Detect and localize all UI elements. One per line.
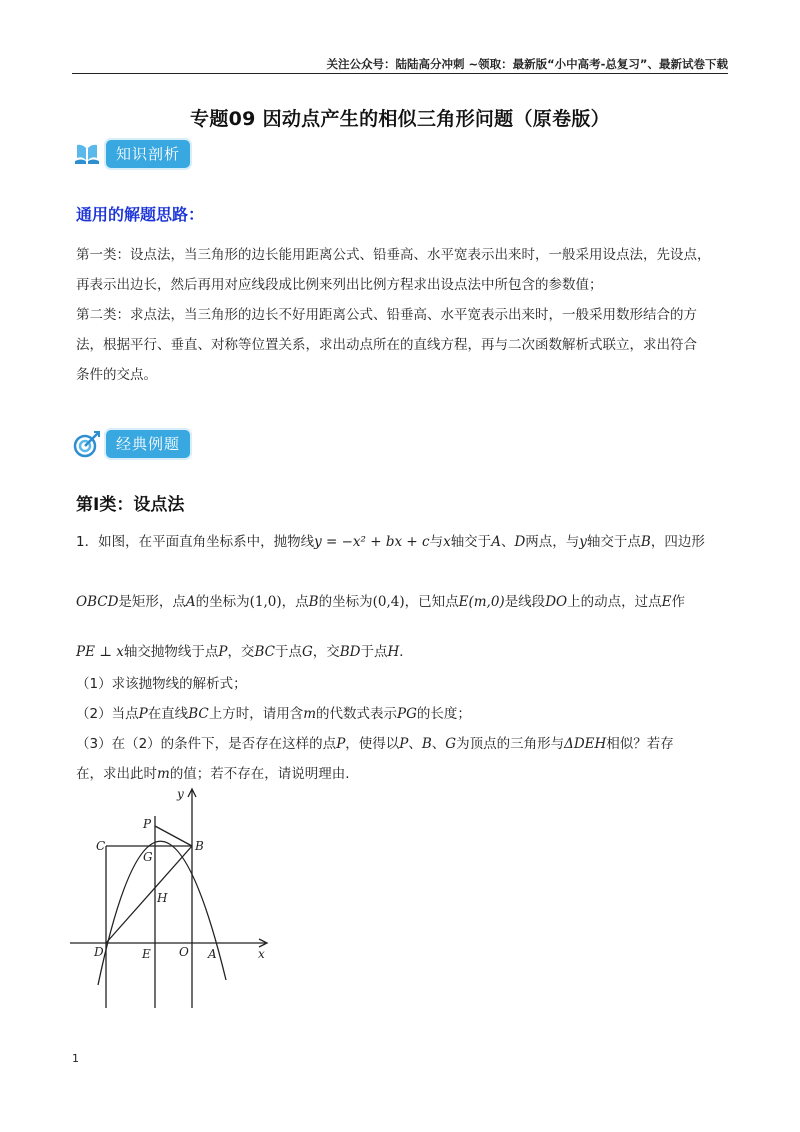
problem-text: 的长度； [416, 706, 471, 722]
paragraph-line: 第一类：设点法，当三角形的边长能用距离公式、铅垂高、水平宽表示出来时，一般采用设点法，先设点， [76, 247, 711, 263]
section-label-examples: 经典例题 [106, 430, 190, 458]
problem-text: 于点 [274, 644, 302, 660]
problem-text: 与 [429, 534, 444, 550]
math-var: m [303, 706, 317, 722]
problem-text: 的坐标为 [195, 594, 250, 610]
class-heading: 第Ⅰ类：设点法 [76, 495, 185, 515]
problem-text: （3）在（2）的条件下，是否存在这样的点 [76, 736, 337, 752]
math-var: BD [339, 644, 361, 660]
math-var: DO [545, 594, 568, 610]
label-H: H [157, 891, 168, 905]
problem-text: 的坐标为 [318, 594, 373, 610]
problem-text: （2）当点 [76, 706, 139, 722]
problem-text: ． [399, 644, 413, 660]
problem-text: 相似？若存 [606, 736, 674, 752]
math-var: E [661, 594, 672, 610]
math-var: G [301, 644, 313, 660]
book-icon [72, 139, 102, 169]
header-text: 关注公众号：陆陆高分冲刺 ~领取：最新版“小中高考-总复习”、最新试卷下载 [326, 57, 728, 71]
math-var: P [399, 736, 409, 752]
label-C: C [96, 839, 106, 853]
math-var: B [640, 534, 651, 550]
label-x: x [258, 947, 265, 961]
section-banner-examples [72, 428, 190, 460]
problem-text: 上的动点，过点 [567, 594, 662, 610]
problem-line-1 [76, 530, 705, 550]
math-var: P [336, 736, 346, 752]
math-var: x [443, 534, 451, 550]
paragraph-line: 再表示出边长，然后再用对应线段成比例来列出比例方程求出设点法中所包含的参数值； [76, 277, 603, 293]
problem-text: 在直线 [147, 706, 189, 722]
question-1: （1）求该抛物线的解析式； [76, 676, 247, 692]
math-var: B [421, 736, 432, 752]
problem-text: ，使得以 [345, 736, 400, 752]
problem-text: 1．如图，在平面直角坐标系中，抛物线 [76, 534, 315, 550]
problem-text: 轴交于 [450, 534, 492, 550]
math-var: A [491, 534, 501, 550]
math-var: PG [397, 706, 417, 722]
paragraph-line: 第二类：求点法，当三角形的边长不好用距离公式、铅垂高、水平宽表示出来时，一般采用数形结合的方 [76, 307, 697, 323]
line-PB [155, 826, 192, 846]
problem-text: 的值；若不存在，请说明理由. [169, 766, 350, 782]
problem-text: 、 [500, 534, 515, 550]
math-var: y [579, 534, 587, 550]
document-title: 专题09 因动点产生的相似三角形问题（原卷版） [190, 108, 610, 130]
math-var: P [138, 706, 148, 722]
math-var: ΔDEH [564, 736, 607, 752]
problem-text: 是线段 [504, 594, 546, 610]
problem-text: 两点，与 [525, 534, 580, 550]
problem-text: ，点 [281, 594, 309, 610]
problem-text: 轴交抛物线于点 [123, 644, 219, 660]
math-var: P [218, 644, 228, 660]
problem-line-3 [76, 640, 413, 660]
question-2 [76, 702, 471, 722]
problem-text: 、 [408, 736, 422, 752]
math-var: H [387, 644, 400, 660]
problem-text: 是矩形，点 [118, 594, 186, 610]
math-var: E(m,0) [458, 594, 505, 610]
math-var: OBCD [76, 594, 119, 610]
equation: y = −x² + bx + c [314, 534, 430, 550]
problem-line-2 [76, 590, 685, 610]
label-A: A [208, 947, 217, 961]
page-header [72, 52, 728, 74]
problem-text: 上方时，请用含 [208, 706, 304, 722]
problem-text: 作 [671, 594, 685, 610]
page-number: 1 [72, 1052, 79, 1065]
problem-text: 在，求出此时 [76, 766, 157, 782]
problem-text: 、 [431, 736, 446, 752]
label-G: G [143, 850, 153, 864]
question-3 [76, 732, 674, 752]
math-var: BC [188, 706, 209, 722]
coordinate: (0,4) [372, 594, 405, 610]
problem-text: 为顶点的三角形与 [456, 736, 565, 752]
paragraph-line: 条件的交点。 [76, 367, 157, 383]
label-D: D [94, 945, 104, 959]
section-banner-knowledge [72, 138, 190, 170]
label-B: B [195, 839, 204, 853]
method-heading: 通用的解题思路： [76, 205, 205, 224]
math-var: D [514, 534, 526, 550]
method-paragraph [76, 240, 726, 390]
math-var: PE ⊥ x [76, 644, 124, 660]
math-var: G [445, 736, 457, 752]
coordinate: (1,0) [249, 594, 282, 610]
problem-text: ，交 [227, 644, 255, 660]
label-y: y [177, 787, 184, 801]
math-var: B [308, 594, 319, 610]
problem-text: ，交 [312, 644, 340, 660]
question-3-cont [76, 762, 350, 782]
problem-text: ，四边形 [650, 534, 705, 550]
problem-text: 于点 [360, 644, 388, 660]
target-icon [72, 429, 102, 459]
geometry-figure [66, 780, 286, 1020]
problem-text: 的代数式表示 [316, 706, 398, 722]
paragraph-line: 法，根据平行、垂直、对称等位置关系，求出动点所在的直线方程，再与二次函数解析式联立，求出符合 [76, 337, 697, 353]
label-P: P [143, 817, 152, 831]
problem-text: ，已知点 [404, 594, 459, 610]
math-var: m [157, 766, 170, 782]
label-O: O [179, 945, 189, 959]
math-var: A [185, 594, 196, 610]
math-var: BC [254, 644, 275, 660]
parabola [98, 841, 226, 985]
section-label-knowledge: 知识剖析 [106, 140, 190, 168]
label-E: E [142, 947, 151, 961]
problem-text: 轴交于点 [586, 534, 641, 550]
